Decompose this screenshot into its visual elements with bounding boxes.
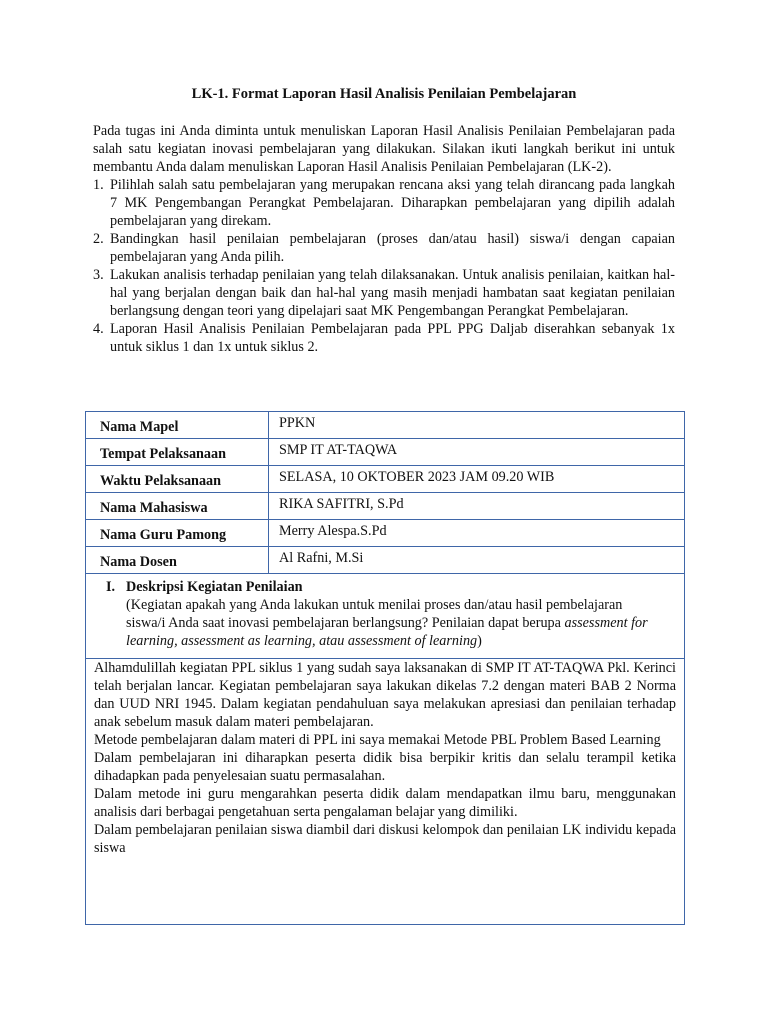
step-text: Bandingkan hasil penilaian pembelajaran (proses dan/atau hasil) siswa/i dengan capaian pembelajaran yang Anda pilih. xyxy=(110,231,675,265)
row-label: Waktu Pelaksanaan xyxy=(86,466,269,492)
section-number: I. xyxy=(106,579,116,595)
step-item xyxy=(93,176,675,230)
step-number: 1. xyxy=(93,177,104,193)
step-number: 4. xyxy=(93,321,104,337)
row-label: Nama Mapel xyxy=(86,412,269,438)
row-label: Tempat Pelaksanaan xyxy=(86,439,269,465)
prompt-suffix: ) xyxy=(477,633,482,649)
answer-paragraph: Dalam metode ini guru mengarahkan peserta didik dalam mendapatkan ilmu baru, menggunakan analisis dari berbagai pengetahuan serta pengalaman belajar yang dimiliki. xyxy=(94,786,676,820)
row-value: PPKN xyxy=(279,415,316,431)
answer-paragraph: Alhamdulillah kegiatan PPL siklus 1 yang sudah saya laksanakan di SMP IT AT-TAQWA Pkl. Kerinci telah berjalan lancar. Kegiatan pembelajaran saya lakukan dikelas 7.2 dengan materi BAB 2 Norma dan UUD NRI 1945. Dalam kegiatan pendahuluan saya melakukan apresiasi dan penilaian terhadap anak sebelum masuk dalam materi pembelajaran. xyxy=(94,660,676,730)
prompt-italic: assessment for learning, assessment as learning, atau assessment of learning xyxy=(126,615,648,649)
step-item xyxy=(93,230,675,266)
table-row xyxy=(86,547,684,574)
instructions xyxy=(93,122,675,356)
row-value: SELASA, 10 OKTOBER 2023 JAM 09.20 WIB xyxy=(279,469,555,485)
step-text: Lakukan analisis terhadap penilaian yang telah dilaksanakan. Untuk analisis penilaian, kaitkan hal-hal yang berjalan dengan baik dan hal-hal yang masih menjadi hambatan saat kegiatan penilaian berlangsung dengan teori yang dipelajari saat MK Pengembangan Perangkat Pembelajaran. xyxy=(110,267,675,319)
step-item xyxy=(93,266,675,320)
row-value: SMP IT AT-TAQWA xyxy=(279,442,398,458)
row-value: Al Rafni, M.Si xyxy=(279,550,364,566)
answer-paragraph: Dalam pembelajaran ini diharapkan peserta didik bisa berpikir kritis dan selalu terampil ketika dihadapkan pada penyelesaian suatu permasalahan. xyxy=(94,750,676,784)
table-row xyxy=(86,412,684,439)
table-row xyxy=(86,466,684,493)
table-row xyxy=(86,493,684,520)
step-number: 3. xyxy=(93,267,104,283)
row-value: Merry Alespa.S.Pd xyxy=(279,523,387,539)
intro-paragraph: Pada tugas ini Anda diminta untuk menuliskan Laporan Hasil Analisis Penilaian Pembelajaran pada salah satu kegiatan inovasi pembelajaran yang dilakukan. Silakan ikuti langkah berikut ini untuk membantu Anda dalam menuliskan Laporan Hasil Analisis Penilaian Pembelajaran (LK-2). xyxy=(93,123,675,175)
answer-body xyxy=(86,659,684,924)
table-row xyxy=(86,520,684,547)
section-title: Deskripsi Kegiatan Penilaian xyxy=(126,579,303,595)
steps-list xyxy=(93,176,675,356)
row-label: Nama Guru Pamong xyxy=(86,520,269,546)
report-table xyxy=(85,411,685,925)
section-description xyxy=(86,574,684,659)
row-value: RIKA SAFITRI, S.Pd xyxy=(279,496,404,512)
section-prompt xyxy=(106,596,664,650)
step-text: Pilihlah salah satu pembelajaran yang merupakan rencana aksi yang telah dirancang pada langkah 7 MK Pengembangan Perangkat Pembelajaran. Diharapkan pembelajaran yang dipilih adalah pembelajaran yang direkam. xyxy=(110,177,675,229)
row-label: Nama Dosen xyxy=(86,547,269,573)
step-number: 2. xyxy=(93,231,104,247)
prompt-text: (Kegiatan apakah yang Anda lakukan untuk menilai proses dan/atau hasil pembelajaran siswa/i Anda saat inovasi pembelajaran berlangsung? Penilaian dapat berupa xyxy=(126,597,623,631)
row-label: Nama Mahasiswa xyxy=(86,493,269,519)
answer-paragraph: Dalam pembelajaran penilaian siswa diambil dari diskusi kelompok dan penilaian LK individu kepada siswa xyxy=(94,822,676,856)
step-text: Laporan Hasil Analisis Penilaian Pembelajaran pada PPL PPG Daljab diserahkan sebanyak 1x untuk siklus 1 dan 1x untuk siklus 2. xyxy=(110,321,675,355)
section-heading xyxy=(106,578,664,596)
answer-paragraph: Metode pembelajaran dalam materi di PPL ini saya memakai Metode PBL Problem Based Learning xyxy=(94,732,661,748)
step-item xyxy=(93,320,675,356)
document-title: LK-1. Format Laporan Hasil Analisis Penilaian Pembelajaran xyxy=(191,86,577,102)
table-row xyxy=(86,439,684,466)
